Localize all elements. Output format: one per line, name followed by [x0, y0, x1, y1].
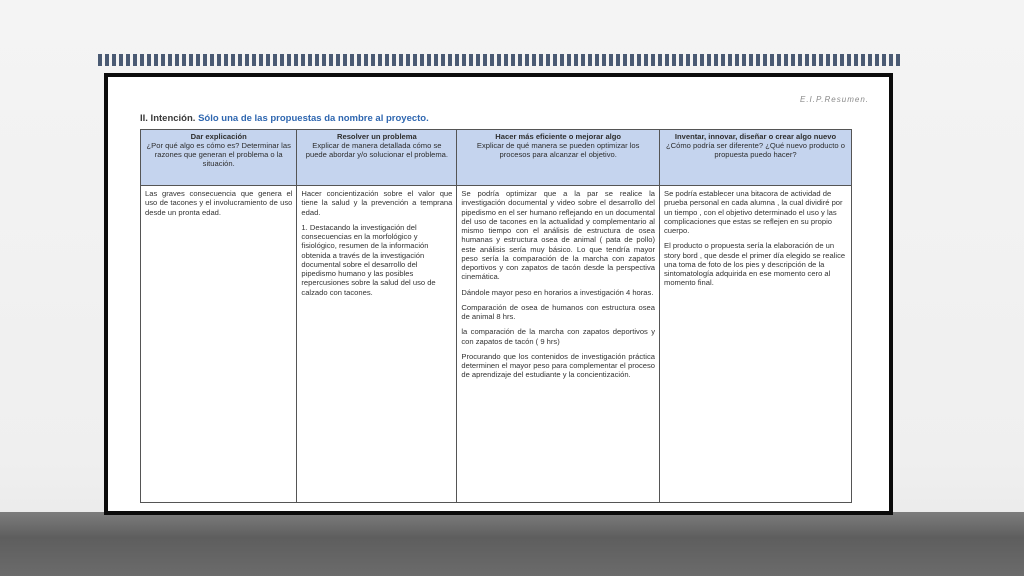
- cell-paragraph: Se podría optimizar que a la par se realice la investigación documental y video sobre el desarrollo del pipedismo en el ser humano reflejando en un documental del uso de tacones en la actualidad y complementario al mismo tiempo con el análisis de estructura de osea humanas y estructura osea de animal ( pata de pollo) este análisis sería muy básico. Lo que tendría mayor peso sería la comparación de la marcha con zapatos deportivos y con zapatos de tacón desde la perspectiva cinemática.: [461, 189, 655, 282]
- column-header: [141, 130, 297, 186]
- column-title: Resolver un problema: [337, 132, 417, 141]
- column-subtitle: Explicar de qué manera se pueden optimizar los procesos para alcanzar el objetivo.: [476, 141, 640, 160]
- cell-paragraph: 1. Destacando la investigación del consecuencias en la morfológico y fisiológico, resumen de la información obtenida a través de la investigación documental sobre el desarrollo del pipedismo humano y las posibles repercusiones sobre la salud del uso de calzado con tacones.: [301, 222, 436, 297]
- document-frame: [104, 73, 893, 515]
- section-title: [140, 113, 429, 124]
- cell-paragraph: Las graves consecuencia que genera el uso de tacones y el involucramiento de uso desde un pronta edad.: [145, 189, 293, 217]
- column-subtitle: ¿Cómo podría ser diferente? ¿Qué nuevo producto o propuesta puedo hacer?: [666, 141, 845, 160]
- section-title-accent: Sólo una de las propuestas da nombre al proyecto.: [198, 113, 429, 124]
- cell-paragraph: El producto o propuesta sería la elaboración de un story bord , que desde el primer día elegido se realice una toma de foto de los pies y descripción de la sintomatología adquirida en ese momento cero al momento final.: [664, 241, 846, 288]
- cell-innovate: [660, 186, 852, 503]
- cell-paragraph: Hacer concientización sobre el valor que tiene la salud y la prevención a temprana edad.: [301, 189, 453, 217]
- cell-solve-problem: [297, 186, 457, 503]
- decorative-stripe: [98, 54, 900, 66]
- cell-explanation: [141, 186, 297, 503]
- column-title: Hacer más eficiente o mejorar algo: [495, 132, 622, 141]
- cell-paragraph: la comparación de la marcha con zapatos deportivos y con zapatos de tacón ( 9 hrs): [461, 327, 655, 346]
- column-header: [660, 130, 852, 186]
- intention-table: [140, 129, 852, 503]
- document-header: E.I.P.Resumen.: [800, 95, 869, 104]
- column-title: Inventar, innovar, diseñar o crear algo nuevo: [674, 132, 837, 141]
- cell-paragraph: Procurando que los contenidos de investigación práctica determinen el mayor peso para complementar el proceso de aprendizaje del estudiante y la concientización.: [461, 351, 655, 380]
- column-header: [457, 130, 660, 186]
- column-title: Dar explicación: [190, 132, 247, 141]
- column-subtitle: Explicar de manera detallada cómo se puede abordar y/o solucionar el problema.: [305, 141, 449, 160]
- column-subtitle: ¿Por qué algo es cómo es? Determinar las razones que generan el problema o la situación.: [146, 141, 291, 169]
- floor-band: [0, 512, 1024, 576]
- cell-improve: [457, 186, 660, 503]
- table-row: [141, 186, 852, 503]
- column-header: [297, 130, 457, 186]
- table-header-row: [141, 130, 852, 186]
- cell-paragraph: Se podría establecer una bitacora de actividad de prueba personal en cada alumna , la cual dividiré por un tiempo , con el objetivo determinado el uso y las complicaciones que estas se reflejen en su propio cuerpo.: [664, 189, 843, 235]
- section-title-prefix: II. Intención.: [140, 113, 196, 124]
- cell-paragraph: Comparación de osea de humanos con estructura osea de animal 8 hrs.: [461, 302, 655, 321]
- cell-paragraph: Dándole mayor peso en horarios a investigación 4 horas.: [461, 287, 654, 297]
